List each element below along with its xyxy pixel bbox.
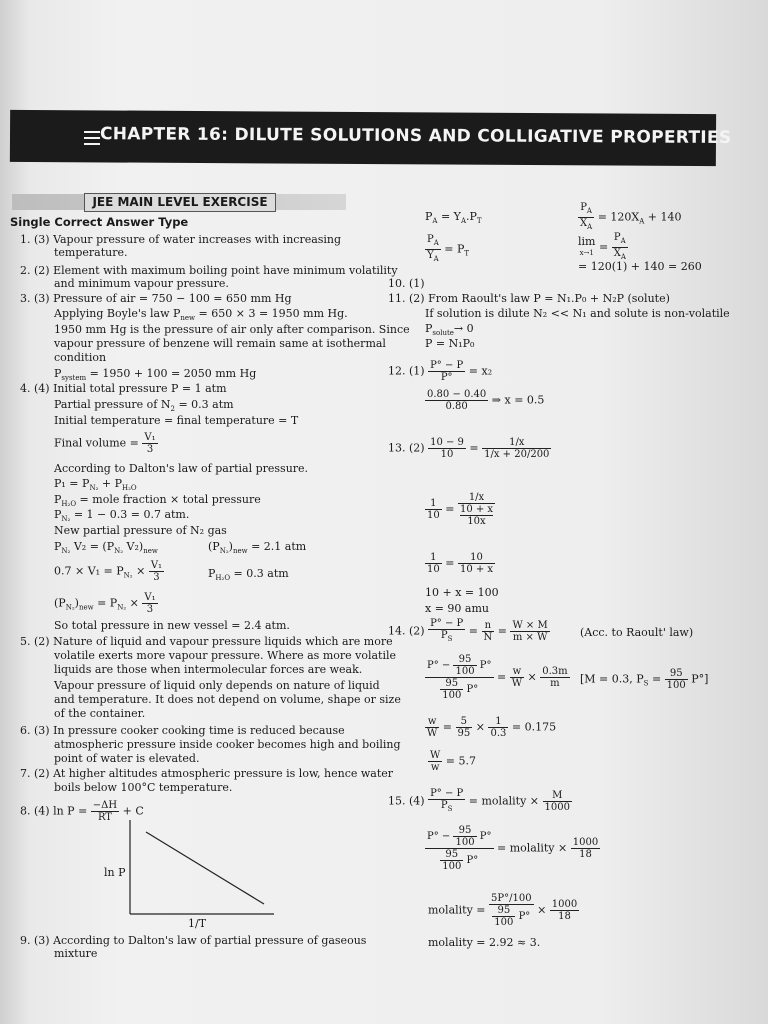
answer-14-line3: $\frac{w}{W}$ = $\frac{5}{95}$ × $\frac{1}{0.3}$ = 0.175 bbox=[427, 716, 557, 739]
answer-3-line5: condition bbox=[54, 351, 107, 364]
answer-4-line3: Initial temperature = final temperature = T bbox=[54, 414, 299, 427]
eq-pa: $P_A = Y_A.P_T$ bbox=[425, 210, 482, 226]
answer-15-line3: molality = 5P°/100 $\frac{95}{100}$ P° × $\frac{1000}{18}$ bbox=[428, 893, 578, 928]
answer-2: 2. (2) Element with maximum boiling point have minimum volatility bbox=[20, 264, 398, 277]
answer-9-line2: mixture bbox=[54, 947, 98, 960]
answer-4-line13: So total pressure in new vessel = 2.4 atm. bbox=[54, 619, 290, 632]
fraction: $\frac{-\Delta H}{RT}$ bbox=[92, 800, 118, 823]
answer-14-given-values: [M = 0.3, $P_S$ = $\frac{95}{100}$ P°] bbox=[580, 668, 709, 691]
graph-line bbox=[146, 832, 264, 904]
answer-15: 15. (4) $\frac{P^\circ - P}{P_S}$ = molality × $\frac{M}{1000}$ bbox=[388, 788, 570, 813]
answer-4-line5: According to Dalton's law of partial pressure. bbox=[54, 462, 309, 475]
graph-y-label: ln P bbox=[104, 866, 126, 879]
answer-14: 14. (2) $\frac{P^\circ - P}{P_S}$ = $\frac{n}{N}$ = $\frac{W \times M}{m \times W}$ bbox=[388, 618, 548, 643]
answer-3-line3: 1950 mm Hg is the pressure of air only after comparison. Since bbox=[54, 323, 410, 336]
answer-6: 6. (3) In pressure cooker cooking time is reduced because bbox=[20, 724, 345, 737]
answer-7: 7. (2) At higher altitudes atmospheric pressure is low, hence water bbox=[20, 767, 394, 780]
answer-11-line2: If solution is dilute N₂ << N₁ and solute is non-volatile bbox=[425, 307, 730, 320]
answer-4-line7: $P_{H_2O}$ = mole fraction × total pressure bbox=[54, 493, 261, 509]
answer-4-line10-right: $(P_{N_2})_{new} = 2.1$ atm bbox=[208, 540, 307, 556]
answer-3-line2: Applying Boyle's law $P_{new} = 650 \times 3 = 1950$ mm Hg. bbox=[54, 307, 348, 323]
graph-x-label: 1/T bbox=[188, 917, 207, 930]
eq-limit-result: = 120(1) + 140 = 260 bbox=[578, 260, 702, 273]
answer-3: 3. (3) Pressure of air = 750 − 100 = 650 mm Hg bbox=[20, 292, 292, 305]
subheading: Single Correct Answer Type bbox=[10, 215, 189, 229]
raoult-law-note: (Acc. to Raoult' law) bbox=[580, 626, 694, 639]
fraction: $\frac{\text{V₁}}{3}$ bbox=[150, 560, 163, 583]
answer-4-line8: $P_{N_2} = 1 - 0.3 = 0.7$ atm. bbox=[54, 508, 190, 524]
answer-15-line4: molality = 2.92 ≈ 3. bbox=[428, 936, 541, 949]
answer-15-line2: P° − $\frac{95}{100}$ P° $\frac{95}{100}$ P° = molality × $\frac{1000}{18}$ bbox=[427, 825, 599, 872]
answer-12-line2: $\frac{0.80 - 0.40}{0.80}$ ⇒ x = 0.5 bbox=[427, 389, 545, 412]
ln-p-vs-inverse-t-graph bbox=[128, 820, 276, 916]
answer-4-line2: Partial pressure of $N_2 = 0.3$ atm bbox=[54, 398, 234, 414]
answer-4-final-volume: Final volume = $\frac{\text{V₁}}{3}$ bbox=[54, 432, 156, 455]
answer-5-line5: and temperature. It does not depend on volume, shape or size bbox=[54, 693, 401, 706]
answer-13-line3: $\frac{1}{10}$ = $\frac{10}{10 + x}$ bbox=[427, 552, 494, 575]
answer-13-line2: $\frac{1}{10}$ = 1/x 10 + x 10x bbox=[427, 492, 494, 527]
eq-pa-over-xa: $\frac{P_A}{X_A}$ = $120X_A + 140$ bbox=[580, 202, 682, 231]
answer-1: 1. (3) Vapour pressure of water increases with increasing bbox=[20, 233, 342, 246]
answer-6-line3: point of water is elevated. bbox=[54, 752, 200, 765]
answer-5-line2: volatile exerts more vapour pressure. Where as more volatile bbox=[54, 649, 397, 662]
answer-7-line2: boils below 100°C temperature. bbox=[54, 781, 233, 794]
answer-2-cont: and minimum vapour pressure. bbox=[54, 277, 229, 290]
eq-pa-over-ya: $\frac{P_A}{Y_A}$ = $P_T$ bbox=[427, 234, 470, 263]
answer-5-line4: Vapour pressure of liquid only depends on nature of liquid bbox=[54, 679, 380, 692]
answer-3-line6: $P_{system} = 1950 + 100 = 2050$ mm Hg bbox=[54, 367, 257, 383]
answer-11-line4: P = N₁P₀ bbox=[425, 337, 475, 350]
answer-14-line2: P° − $\frac{95}{100}$ P° $\frac{95}{100}$ P° = $\frac{w}{W}$ × $\frac{0.3m}{m}$ bbox=[427, 654, 568, 701]
answer-13-line5: x = 90 amu bbox=[425, 602, 489, 615]
answer-4-line10: $P_{N_2}$ $V_2 = (P_{N_2}$ $V_2)_{new}$ bbox=[54, 540, 158, 556]
answer-5-line3: liquids are those when intermolecular forces are weak. bbox=[54, 663, 363, 676]
answer-3-line4: vapour pressure of benzene will remain same at isothermal bbox=[54, 337, 386, 350]
answer-1-cont: temperature. bbox=[54, 246, 128, 259]
chapter-title: CHAPTER 16: DILUTE SOLUTIONS AND COLLIGATIVE PROPERTIES bbox=[99, 124, 732, 148]
answer-4-line11: $0.7 \times V_1 = P_{N_2}$ × $\frac{\text{V₁}}{3}$ bbox=[54, 560, 163, 583]
answer-6-line2: atmospheric pressure inside cooker becomes high and boiling bbox=[54, 738, 401, 751]
answer-4-line11-right: $P_{H_2O} = 0.3$ atm bbox=[208, 567, 289, 583]
eq-limit: lim x→1 = $\frac{P_A}{X_A}$ bbox=[578, 232, 626, 261]
answer-8: 8. (4) ln P = $\frac{-\Delta H}{RT}$ + C bbox=[20, 800, 144, 823]
section-title: JEE MAIN LEVEL EXERCISE bbox=[84, 193, 276, 212]
answer-13-line4: 10 + x = 100 bbox=[425, 586, 499, 599]
answer-12: 12. (1) $\frac{P^\circ - P}{P^\circ}$ = x₂ bbox=[388, 360, 493, 383]
fraction: $\frac{\text{V₁}}{3}$ bbox=[144, 592, 156, 615]
answer-9: 9. (3) According to Dalton's law of partial pressure of gaseous bbox=[20, 934, 367, 947]
answer-5: 5. (2) Nature of liquid and vapour pressure liquids which are more bbox=[20, 635, 393, 648]
answer-11-line3: $P_{solute}\to 0$ bbox=[425, 322, 474, 338]
answer-4-line9: New partial pressure of N₂ gas bbox=[54, 524, 227, 537]
answer-5-line6: of the container. bbox=[54, 707, 146, 720]
answer-4-line6: $P_1 = P_{N_2} + P_{H_2O}$ bbox=[54, 477, 137, 493]
answer-13: 13. (2) $\frac{10 - 9}{10}$ = $\frac{1/x}{1/x + 20/200}$ bbox=[388, 437, 550, 460]
fraction: $\frac{\text{V₁}}{3}$ bbox=[144, 432, 156, 455]
answer-4: 4. (4) Initial total pressure P = 1 atm bbox=[20, 382, 227, 395]
answer-11: 11. (2) From Raoult's law P = N₁.P₀ + N₂P (solute) bbox=[388, 292, 670, 305]
answer-4-line12: $(P_{N_2})_{new} = P_{N_2}$ × $\frac{\text{V₁}}{3}$ bbox=[54, 592, 156, 615]
answer-10: 10. (1) bbox=[388, 277, 425, 290]
answer-14-line4: $\frac{W}{w}$ = 5.7 bbox=[430, 750, 476, 773]
